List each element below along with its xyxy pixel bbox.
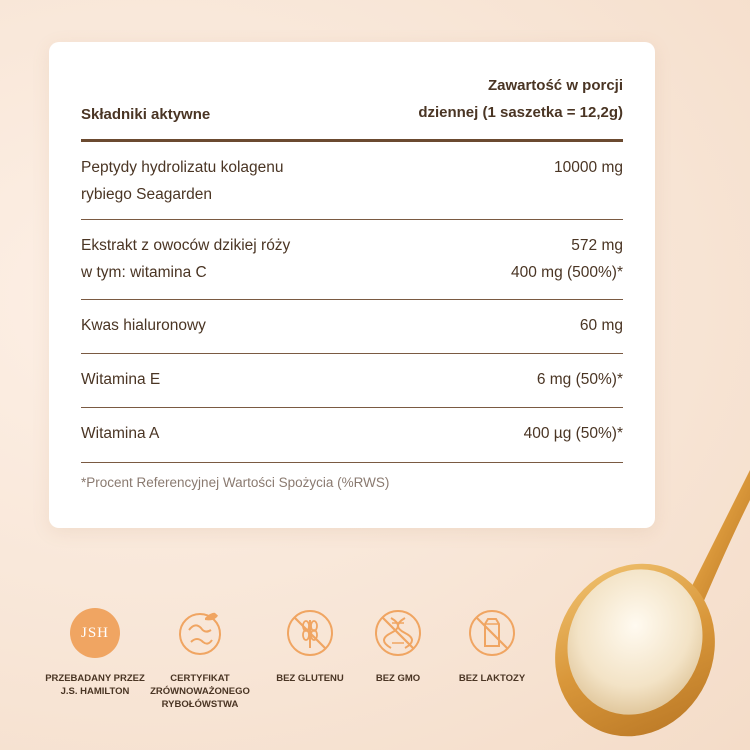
badge-label: BEZ GMO (375, 673, 421, 684)
ingredient-amount-line1: 10000 mg (554, 159, 623, 176)
badge-lactose (437, 608, 547, 685)
ingredient-name-line2: w tym: witamina C (81, 264, 207, 281)
no-gluten-icon (285, 608, 335, 658)
no-lactose-icon (467, 608, 517, 658)
badge-label: BEZ GLUTENU (276, 673, 344, 684)
ingredient-amount: 6 mg (50%)* (536, 371, 623, 388)
ingredient-name: Witamina A (81, 425, 160, 442)
no-gmo-icon (373, 608, 423, 658)
badge-label (145, 672, 255, 711)
table-header (81, 42, 623, 142)
badge-msc (145, 608, 255, 711)
ingredient-amount (511, 232, 623, 286)
rws-footnote: *Procent Referencyjnej Wartości Spożycia (%RWS) (81, 475, 390, 490)
badge-label-line2: ZRÓWNOWAŻONEGO (150, 686, 250, 697)
badge-label (40, 672, 150, 698)
jsh-logo-icon (70, 608, 120, 658)
ingredient-name: Witamina E (81, 371, 161, 388)
ingredient-name-line1: Peptydy hydrolizatu kolagenu (81, 159, 284, 176)
badge-label-line3: RYBOŁÓWSTWA (161, 699, 239, 710)
ingredient-name (81, 232, 290, 286)
badge-label-line1: CERTYFIKAT (170, 673, 230, 684)
ingredient-amount (554, 154, 623, 181)
ingredient-name-line2: rybiego Seagarden (81, 186, 212, 203)
table-row (81, 220, 623, 300)
table-row (81, 354, 623, 408)
header-daily-dose (363, 72, 623, 126)
table-row (81, 408, 623, 463)
ingredient-name (81, 154, 284, 208)
badge-row (40, 608, 560, 718)
ingredient-name: Kwas hialuronowy (81, 317, 206, 334)
header-daily-dose-line1: Zawartość w porcji (487, 77, 623, 94)
ingredient-name-line1: Ekstrakt z owoców dzikiej róży (81, 237, 291, 254)
badge-label-line2: J.S. HAMILTON (60, 686, 130, 697)
badge-label-line1: PRZEBADANY PRZEZ (45, 673, 145, 684)
table-row (81, 300, 623, 354)
ingredient-amount: 400 µg (50%)* (523, 425, 623, 442)
badge-jsh (40, 608, 150, 698)
header-active-ingredients: Składniki aktywne (81, 106, 211, 123)
spoon-with-powder-image (555, 430, 750, 750)
badge-label: BEZ LAKTOZY (458, 673, 526, 684)
ingredient-amount: 60 mg (579, 317, 623, 334)
globe-leaf-icon (175, 608, 225, 658)
ingredient-amount-line1: 572 mg (571, 237, 623, 254)
ingredient-amount-line2: 400 mg (500%)* (510, 264, 623, 281)
jsh-logo-text: JSH (80, 624, 109, 641)
table-row (81, 142, 623, 220)
header-daily-dose-line2: dziennej (1 saszetka = 12,2g) (418, 104, 623, 121)
